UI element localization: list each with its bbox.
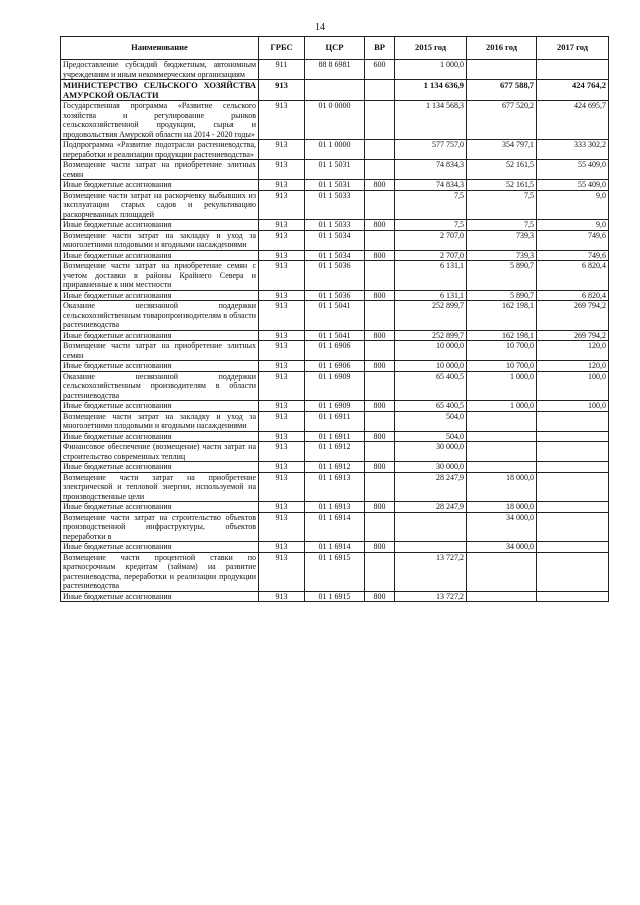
cell-2017 [537, 431, 609, 442]
cell-name: Возмещение части затрат на строительство объектов производственной инфраструктуры, объектов переработки в [61, 512, 259, 542]
cell-name: Возмещение части затрат на приобретение элитных семян [61, 341, 259, 361]
table-body [61, 60, 609, 602]
table-row [61, 542, 609, 553]
cell-csr: 01 1 6911 [305, 431, 365, 442]
cell-2015: 252 899,7 [395, 330, 467, 341]
cell-2017: 424 695,7 [537, 101, 609, 140]
cell-vr [365, 552, 395, 591]
cell-vr: 800 [365, 250, 395, 261]
cell-vr: 800 [365, 330, 395, 341]
cell-2017 [537, 502, 609, 513]
cell-csr: 01 1 0000 [305, 140, 365, 160]
cell-grbs: 913 [259, 301, 305, 331]
cell-grbs: 913 [259, 512, 305, 542]
cell-csr: 01 1 6911 [305, 411, 365, 431]
cell-2016 [467, 60, 537, 80]
cell-grbs: 913 [259, 160, 305, 180]
cell-name: Иные бюджетные ассигнования [61, 542, 259, 553]
table-row [61, 190, 609, 220]
cell-vr: 800 [365, 220, 395, 231]
cell-csr: 01 1 5031 [305, 160, 365, 180]
cell-2016: 34 000,0 [467, 542, 537, 553]
cell-csr: 01 1 6912 [305, 442, 365, 462]
cell-2016: 7,5 [467, 220, 537, 231]
table-row [61, 411, 609, 431]
table-row [61, 442, 609, 462]
page-number: 14 [315, 22, 325, 33]
cell-csr: 01 1 6915 [305, 552, 365, 591]
cell-csr: 01 1 5041 [305, 301, 365, 331]
cell-grbs: 913 [259, 472, 305, 502]
cell-vr [365, 442, 395, 462]
cell-2016: 677 588,7 [467, 80, 537, 101]
cell-csr: 01 1 6906 [305, 341, 365, 361]
cell-2016: 52 161,5 [467, 180, 537, 191]
cell-2017 [537, 512, 609, 542]
cell-2015: 504,0 [395, 431, 467, 442]
cell-csr: 01 1 6913 [305, 502, 365, 513]
table-row [61, 552, 609, 591]
cell-grbs: 913 [259, 542, 305, 553]
cell-2016: 7,5 [467, 190, 537, 220]
cell-2015: 2 707,0 [395, 230, 467, 250]
cell-name: Иные бюджетные ассигнования [61, 361, 259, 372]
cell-2016: 739,3 [467, 230, 537, 250]
cell-2016: 354 797,1 [467, 140, 537, 160]
cell-grbs: 913 [259, 442, 305, 462]
cell-2016: 10 700,0 [467, 361, 537, 372]
cell-csr: 01 1 6906 [305, 361, 365, 372]
cell-2017: 6 820,4 [537, 290, 609, 301]
cell-name: Возмещение части процентной ставки по краткосрочным кредитам (займам) на развитие растениеводства, переработки и реализации продукции растениеводства [61, 552, 259, 591]
header-name: Наименование [61, 37, 259, 60]
cell-grbs: 913 [259, 411, 305, 431]
header-csr: ЦСР [305, 37, 365, 60]
cell-grbs: 913 [259, 250, 305, 261]
table-row [61, 330, 609, 341]
cell-name: Возмещение части затрат на закладку и уход за многолетними плодовыми и ягодными насаждениями [61, 230, 259, 250]
cell-2017 [537, 542, 609, 553]
cell-csr: 01 1 5033 [305, 220, 365, 231]
cell-name: Иные бюджетные ассигнования [61, 180, 259, 191]
table-row [61, 290, 609, 301]
cell-name: Подпрограмма «Развитие подотрасли растениеводства, переработки и реализации продукции растениеводства» [61, 140, 259, 160]
cell-csr: 01 1 6909 [305, 401, 365, 412]
cell-2016: 1 000,0 [467, 401, 537, 412]
cell-grbs: 913 [259, 401, 305, 412]
cell-2015: 1 134 636,9 [395, 80, 467, 101]
cell-2015: 30 000,0 [395, 462, 467, 473]
cell-csr [305, 80, 365, 101]
cell-name: Иные бюджетные ассигнования [61, 220, 259, 231]
cell-2016: 739,3 [467, 250, 537, 261]
cell-name: Возмещение части затрат на закладку и уход за многолетними плодовыми и ягодными насаждениями [61, 411, 259, 431]
cell-name: Иные бюджетные ассигнования [61, 290, 259, 301]
cell-vr: 600 [365, 60, 395, 80]
cell-vr [365, 301, 395, 331]
cell-name: Возмещение части затрат на приобретение семян с учетом доставки в районы Крайнего Севера и приравненные к ним местности [61, 261, 259, 291]
cell-name: Возмещение части затрат на раскорчевку выбывших из эксплуатации старых садов и рекультивацию раскорчеванных площадей [61, 190, 259, 220]
header-2015: 2015 год [395, 37, 467, 60]
cell-2016: 10 700,0 [467, 341, 537, 361]
cell-2016: 5 890,7 [467, 290, 537, 301]
cell-2015 [395, 512, 467, 542]
cell-2017 [537, 411, 609, 431]
cell-2015: 28 247,9 [395, 502, 467, 513]
cell-2015: 7,5 [395, 220, 467, 231]
table-row [61, 472, 609, 502]
table-row [61, 502, 609, 513]
cell-name: Иные бюджетные ассигнования [61, 462, 259, 473]
cell-name: Предоставление субсидий бюджетным, автономным учреждениям и иным некоммерческим организациям [61, 60, 259, 80]
cell-2015: 6 131,1 [395, 261, 467, 291]
cell-2017: 424 764,2 [537, 80, 609, 101]
table-row [61, 220, 609, 231]
cell-csr: 01 1 6914 [305, 542, 365, 553]
cell-vr [365, 411, 395, 431]
cell-grbs: 913 [259, 361, 305, 372]
cell-2017 [537, 472, 609, 502]
cell-grbs: 913 [259, 552, 305, 591]
table-row [61, 140, 609, 160]
cell-2017: 100,0 [537, 371, 609, 401]
cell-2015: 30 000,0 [395, 442, 467, 462]
table-row [61, 401, 609, 412]
cell-2017 [537, 442, 609, 462]
cell-2017: 55 409,0 [537, 160, 609, 180]
cell-2016: 34 000,0 [467, 512, 537, 542]
cell-vr: 800 [365, 401, 395, 412]
cell-2016 [467, 411, 537, 431]
cell-2016 [467, 431, 537, 442]
header-2017: 2017 год [537, 37, 609, 60]
cell-csr: 01 1 6914 [305, 512, 365, 542]
cell-name: Иные бюджетные ассигнования [61, 401, 259, 412]
cell-vr [365, 472, 395, 502]
table-row [61, 101, 609, 140]
cell-2015: 65 400,5 [395, 401, 467, 412]
cell-grbs: 913 [259, 80, 305, 101]
cell-name: Финансовое обеспечение (возмещение) части затрат на строительство современных теплиц [61, 442, 259, 462]
cell-vr: 800 [365, 431, 395, 442]
cell-2017: 333 302,2 [537, 140, 609, 160]
cell-vr [365, 190, 395, 220]
cell-2015: 1 134 568,3 [395, 101, 467, 140]
cell-name: Оказание несвязанной поддержки сельскохозяйственным производителям в области растениеводства [61, 371, 259, 401]
table-row [61, 250, 609, 261]
cell-2015: 1 000,0 [395, 60, 467, 80]
header-grbs: ГРБС [259, 37, 305, 60]
cell-vr: 800 [365, 591, 395, 602]
cell-grbs: 913 [259, 180, 305, 191]
cell-csr: 01 1 5034 [305, 230, 365, 250]
cell-2017: 100,0 [537, 401, 609, 412]
cell-csr: 88 8 6981 [305, 60, 365, 80]
cell-2017: 55 409,0 [537, 180, 609, 191]
cell-grbs: 913 [259, 341, 305, 361]
cell-name: Иные бюджетные ассигнования [61, 330, 259, 341]
cell-csr: 01 1 6915 [305, 591, 365, 602]
cell-2015: 504,0 [395, 411, 467, 431]
cell-name: Иные бюджетные ассигнования [61, 591, 259, 602]
table-row [61, 80, 609, 101]
header-vr: ВР [365, 37, 395, 60]
cell-2017 [537, 60, 609, 80]
cell-2016: 18 000,0 [467, 472, 537, 502]
cell-vr [365, 261, 395, 291]
cell-grbs: 913 [259, 371, 305, 401]
header-2016: 2016 год [467, 37, 537, 60]
cell-csr: 01 1 6909 [305, 371, 365, 401]
cell-grbs: 913 [259, 101, 305, 140]
cell-2016 [467, 591, 537, 602]
budget-table [60, 36, 609, 602]
cell-csr: 01 1 5034 [305, 250, 365, 261]
cell-2015: 13 727,2 [395, 552, 467, 591]
cell-2016: 52 161,5 [467, 160, 537, 180]
cell-vr: 800 [365, 542, 395, 553]
cell-grbs: 913 [259, 591, 305, 602]
table-row [61, 431, 609, 442]
cell-vr [365, 80, 395, 101]
table-row [61, 261, 609, 291]
cell-2016 [467, 442, 537, 462]
cell-2015: 10 000,0 [395, 341, 467, 361]
cell-csr: 01 1 5036 [305, 261, 365, 291]
cell-2016 [467, 552, 537, 591]
cell-2017 [537, 591, 609, 602]
cell-2016: 162 198,1 [467, 330, 537, 341]
cell-name: Возмещение части затрат на приобретение элитных семян [61, 160, 259, 180]
cell-2017: 9,0 [537, 220, 609, 231]
cell-csr: 01 1 6913 [305, 472, 365, 502]
cell-2016: 1 000,0 [467, 371, 537, 401]
cell-vr [365, 341, 395, 361]
cell-name: Иные бюджетные ассигнования [61, 250, 259, 261]
cell-2015 [395, 542, 467, 553]
cell-name: Возмещение части затрат на приобретение электрической и тепловой энергии, используемой на производственные цели [61, 472, 259, 502]
cell-csr: 01 0 0000 [305, 101, 365, 140]
cell-vr [365, 101, 395, 140]
cell-vr: 800 [365, 361, 395, 372]
cell-grbs: 913 [259, 220, 305, 231]
cell-2015: 74 834,3 [395, 180, 467, 191]
cell-csr: 01 1 5031 [305, 180, 365, 191]
cell-2017: 269 794,2 [537, 301, 609, 331]
table-row [61, 230, 609, 250]
cell-grbs: 913 [259, 502, 305, 513]
table-row [61, 160, 609, 180]
table-row [61, 180, 609, 191]
cell-2017 [537, 462, 609, 473]
cell-2015: 6 131,1 [395, 290, 467, 301]
cell-vr: 800 [365, 290, 395, 301]
cell-vr [365, 160, 395, 180]
cell-2016: 162 198,1 [467, 301, 537, 331]
cell-2016: 18 000,0 [467, 502, 537, 513]
cell-grbs: 913 [259, 261, 305, 291]
cell-vr [365, 371, 395, 401]
cell-grbs: 913 [259, 462, 305, 473]
table-row [61, 591, 609, 602]
cell-2015: 28 247,9 [395, 472, 467, 502]
cell-name: Оказание несвязанной поддержки сельскохозяйственным товаропроизводителям в области растениеводства [61, 301, 259, 331]
cell-csr: 01 1 5041 [305, 330, 365, 341]
cell-grbs: 913 [259, 190, 305, 220]
cell-2015: 74 834,3 [395, 160, 467, 180]
cell-grbs: 913 [259, 330, 305, 341]
table-header-row [61, 37, 609, 60]
cell-2017: 269 794,2 [537, 330, 609, 341]
cell-2015: 10 000,0 [395, 361, 467, 372]
cell-vr [365, 140, 395, 160]
cell-name: МИНИСТЕРСТВО СЕЛЬСКОГО ХОЗЯЙСТВА АМУРСКОЙ ОБЛАСТИ [61, 80, 259, 101]
cell-vr [365, 512, 395, 542]
cell-name: Иные бюджетные ассигнования [61, 431, 259, 442]
cell-name: Государственная программа «Развитие сельского хозяйства и регулирование рынков сельскохозяйственной продукции, сырья и продовольствия Амурской области на 2014 - 2020 годы» [61, 101, 259, 140]
cell-2017 [537, 552, 609, 591]
table-row [61, 301, 609, 331]
cell-2016 [467, 462, 537, 473]
cell-2016: 677 520,2 [467, 101, 537, 140]
cell-2015: 252 899,7 [395, 301, 467, 331]
cell-csr: 01 1 5033 [305, 190, 365, 220]
cell-2015: 13 727,2 [395, 591, 467, 602]
cell-grbs: 913 [259, 290, 305, 301]
cell-2017: 120,0 [537, 361, 609, 372]
cell-2017: 9,0 [537, 190, 609, 220]
cell-2015: 2 707,0 [395, 250, 467, 261]
cell-vr [365, 230, 395, 250]
table-row [61, 341, 609, 361]
table-row [61, 512, 609, 542]
cell-2017: 120,0 [537, 341, 609, 361]
cell-2015: 577 757,0 [395, 140, 467, 160]
cell-grbs: 911 [259, 60, 305, 80]
cell-2017: 6 820,4 [537, 261, 609, 291]
cell-2017: 749,6 [537, 230, 609, 250]
cell-2017: 749,6 [537, 250, 609, 261]
cell-csr: 01 1 6912 [305, 462, 365, 473]
cell-2015: 7,5 [395, 190, 467, 220]
cell-2015: 65 400,5 [395, 371, 467, 401]
cell-grbs: 913 [259, 431, 305, 442]
cell-name: Иные бюджетные ассигнования [61, 502, 259, 513]
table-row [61, 371, 609, 401]
table-row [61, 60, 609, 80]
cell-csr: 01 1 5036 [305, 290, 365, 301]
cell-vr: 800 [365, 502, 395, 513]
cell-grbs: 913 [259, 230, 305, 250]
cell-2016: 5 890,7 [467, 261, 537, 291]
cell-vr: 800 [365, 462, 395, 473]
table-row [61, 462, 609, 473]
cell-vr: 800 [365, 180, 395, 191]
table-row [61, 361, 609, 372]
cell-grbs: 913 [259, 140, 305, 160]
